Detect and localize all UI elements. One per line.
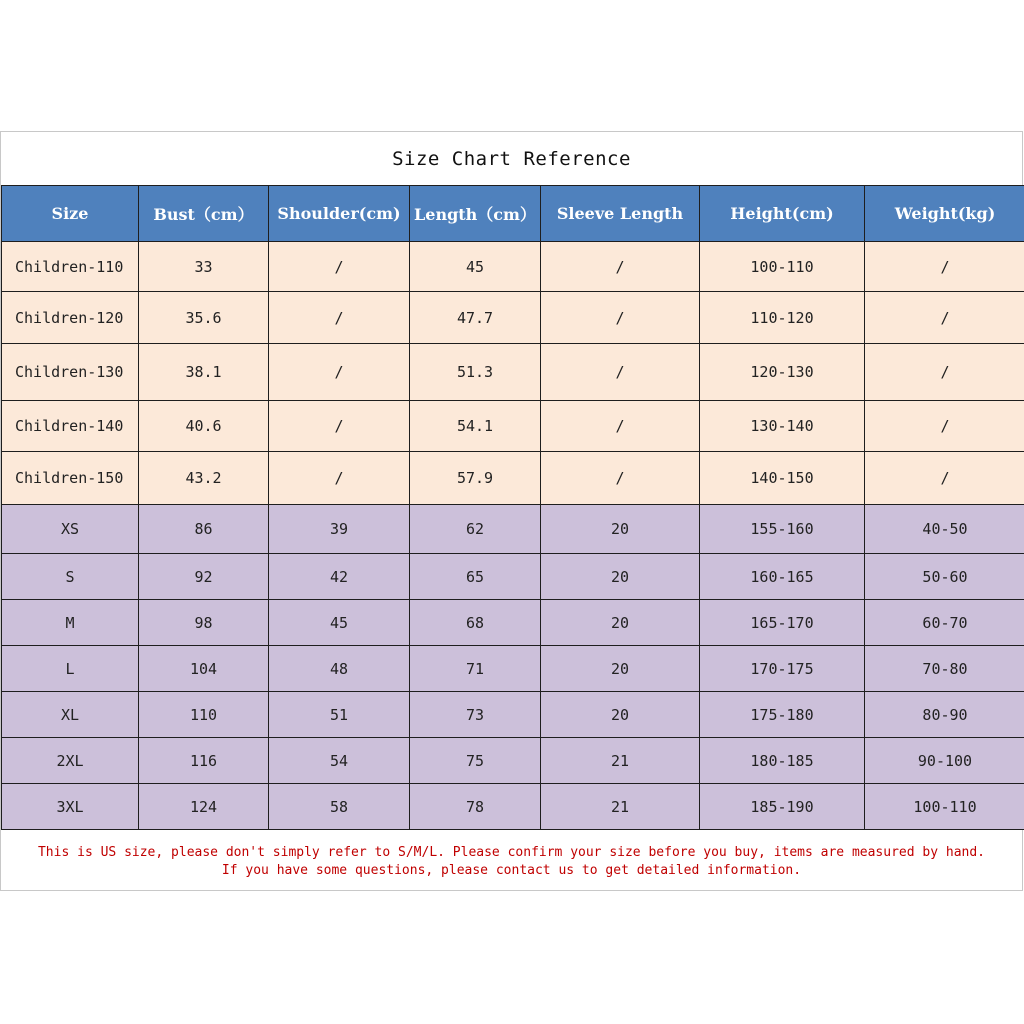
cell-length: 68 <box>410 600 541 646</box>
cell-length: 45 <box>410 242 541 292</box>
cell-height: 160-165 <box>700 554 865 600</box>
cell-height: 120-130 <box>700 344 865 401</box>
header-row <box>2 186 1024 242</box>
cell-height: 100-110 <box>700 242 865 292</box>
column-header-sleeve-length: Sleeve Length <box>541 186 700 242</box>
cell-weight: / <box>865 344 1024 401</box>
cell-weight: 50-60 <box>865 554 1024 600</box>
cell-length: 78 <box>410 784 541 830</box>
cell-bust: 43.2 <box>139 452 269 505</box>
table-row <box>2 554 1024 600</box>
column-header-shoulder: Shoulder(cm) <box>269 186 410 242</box>
cell-weight: / <box>865 242 1024 292</box>
chart-title: Size Chart Reference <box>392 148 631 170</box>
size-chart <box>0 131 1023 891</box>
cell-weight: 90-100 <box>865 738 1024 784</box>
size-note <box>1 844 1022 880</box>
cell-length: 51.3 <box>410 344 541 401</box>
cell-height: 185-190 <box>700 784 865 830</box>
cell-size: 2XL <box>2 738 139 784</box>
cell-bust: 116 <box>139 738 269 784</box>
cell-shoulder: 48 <box>269 646 410 692</box>
note-line-1: This is US size, please don't simply refer to S/M/L. Please confirm your size before you buy, items are measured by hand. <box>37 845 986 860</box>
cell-bust: 86 <box>139 505 269 554</box>
cell-sleeve-length: / <box>541 344 700 401</box>
cell-size: Children-140 <box>2 401 139 452</box>
cell-sleeve-length: 21 <box>541 784 700 830</box>
cell-height: 110-120 <box>700 292 865 344</box>
cell-weight: / <box>865 292 1024 344</box>
cell-length: 65 <box>410 554 541 600</box>
cell-length: 75 <box>410 738 541 784</box>
table-row <box>2 738 1024 784</box>
cell-height: 175-180 <box>700 692 865 738</box>
table-body <box>2 242 1024 830</box>
cell-sleeve-length: / <box>541 242 700 292</box>
cell-height: 165-170 <box>700 600 865 646</box>
cell-weight: 80-90 <box>865 692 1024 738</box>
cell-sleeve-length: / <box>541 452 700 505</box>
cell-size: Children-120 <box>2 292 139 344</box>
cell-weight: 100-110 <box>865 784 1024 830</box>
cell-sleeve-length: 21 <box>541 738 700 784</box>
cell-shoulder: 45 <box>269 600 410 646</box>
cell-size: XS <box>2 505 139 554</box>
cell-bust: 110 <box>139 692 269 738</box>
cell-shoulder: / <box>269 401 410 452</box>
cell-sleeve-length: 20 <box>541 600 700 646</box>
table-row <box>2 292 1024 344</box>
column-header-bust: Bust（cm） <box>139 186 269 242</box>
column-header-length: Length（cm） <box>410 186 541 242</box>
cell-sleeve-length: 20 <box>541 554 700 600</box>
cell-height: 130-140 <box>700 401 865 452</box>
cell-length: 71 <box>410 646 541 692</box>
cell-shoulder: 42 <box>269 554 410 600</box>
cell-size: M <box>2 600 139 646</box>
cell-weight: / <box>865 452 1024 505</box>
cell-height: 170-175 <box>700 646 865 692</box>
column-header-size: Size <box>2 186 139 242</box>
table-row <box>2 401 1024 452</box>
cell-shoulder: / <box>269 292 410 344</box>
cell-length: 62 <box>410 505 541 554</box>
column-header-weight: Weight(kg) <box>865 186 1024 242</box>
cell-length: 54.1 <box>410 401 541 452</box>
cell-size: Children-150 <box>2 452 139 505</box>
cell-sleeve-length: / <box>541 292 700 344</box>
cell-shoulder: / <box>269 452 410 505</box>
cell-size: Children-130 <box>2 344 139 401</box>
cell-bust: 98 <box>139 600 269 646</box>
table-row <box>2 452 1024 505</box>
table-row <box>2 784 1024 830</box>
cell-height: 155-160 <box>700 505 865 554</box>
column-header-height: Height(cm) <box>700 186 865 242</box>
cell-shoulder: / <box>269 344 410 401</box>
cell-bust: 124 <box>139 784 269 830</box>
table-row <box>2 692 1024 738</box>
cell-bust: 40.6 <box>139 401 269 452</box>
cell-length: 47.7 <box>410 292 541 344</box>
cell-height: 180-185 <box>700 738 865 784</box>
cell-shoulder: 39 <box>269 505 410 554</box>
cell-height: 140-150 <box>700 452 865 505</box>
cell-shoulder: / <box>269 242 410 292</box>
cell-size: S <box>2 554 139 600</box>
cell-size: L <box>2 646 139 692</box>
cell-bust: 38.1 <box>139 344 269 401</box>
cell-size: XL <box>2 692 139 738</box>
cell-size: Children-110 <box>2 242 139 292</box>
table-row <box>2 242 1024 292</box>
table-row <box>2 600 1024 646</box>
cell-sleeve-length: / <box>541 401 700 452</box>
table-row <box>2 344 1024 401</box>
cell-shoulder: 51 <box>269 692 410 738</box>
cell-length: 73 <box>410 692 541 738</box>
cell-length: 57.9 <box>410 452 541 505</box>
cell-weight: 40-50 <box>865 505 1024 554</box>
cell-shoulder: 58 <box>269 784 410 830</box>
cell-weight: 70-80 <box>865 646 1024 692</box>
cell-bust: 33 <box>139 242 269 292</box>
cell-sleeve-length: 20 <box>541 505 700 554</box>
cell-sleeve-length: 20 <box>541 646 700 692</box>
cell-bust: 92 <box>139 554 269 600</box>
size-table <box>1 185 1024 830</box>
cell-shoulder: 54 <box>269 738 410 784</box>
cell-sleeve-length: 20 <box>541 692 700 738</box>
cell-size: 3XL <box>2 784 139 830</box>
table-row <box>2 646 1024 692</box>
table-row <box>2 505 1024 554</box>
cell-weight: / <box>865 401 1024 452</box>
cell-bust: 35.6 <box>139 292 269 344</box>
cell-weight: 60-70 <box>865 600 1024 646</box>
cell-bust: 104 <box>139 646 269 692</box>
note-line-2: If you have some questions, please contact us to get detailed information. <box>221 863 802 878</box>
